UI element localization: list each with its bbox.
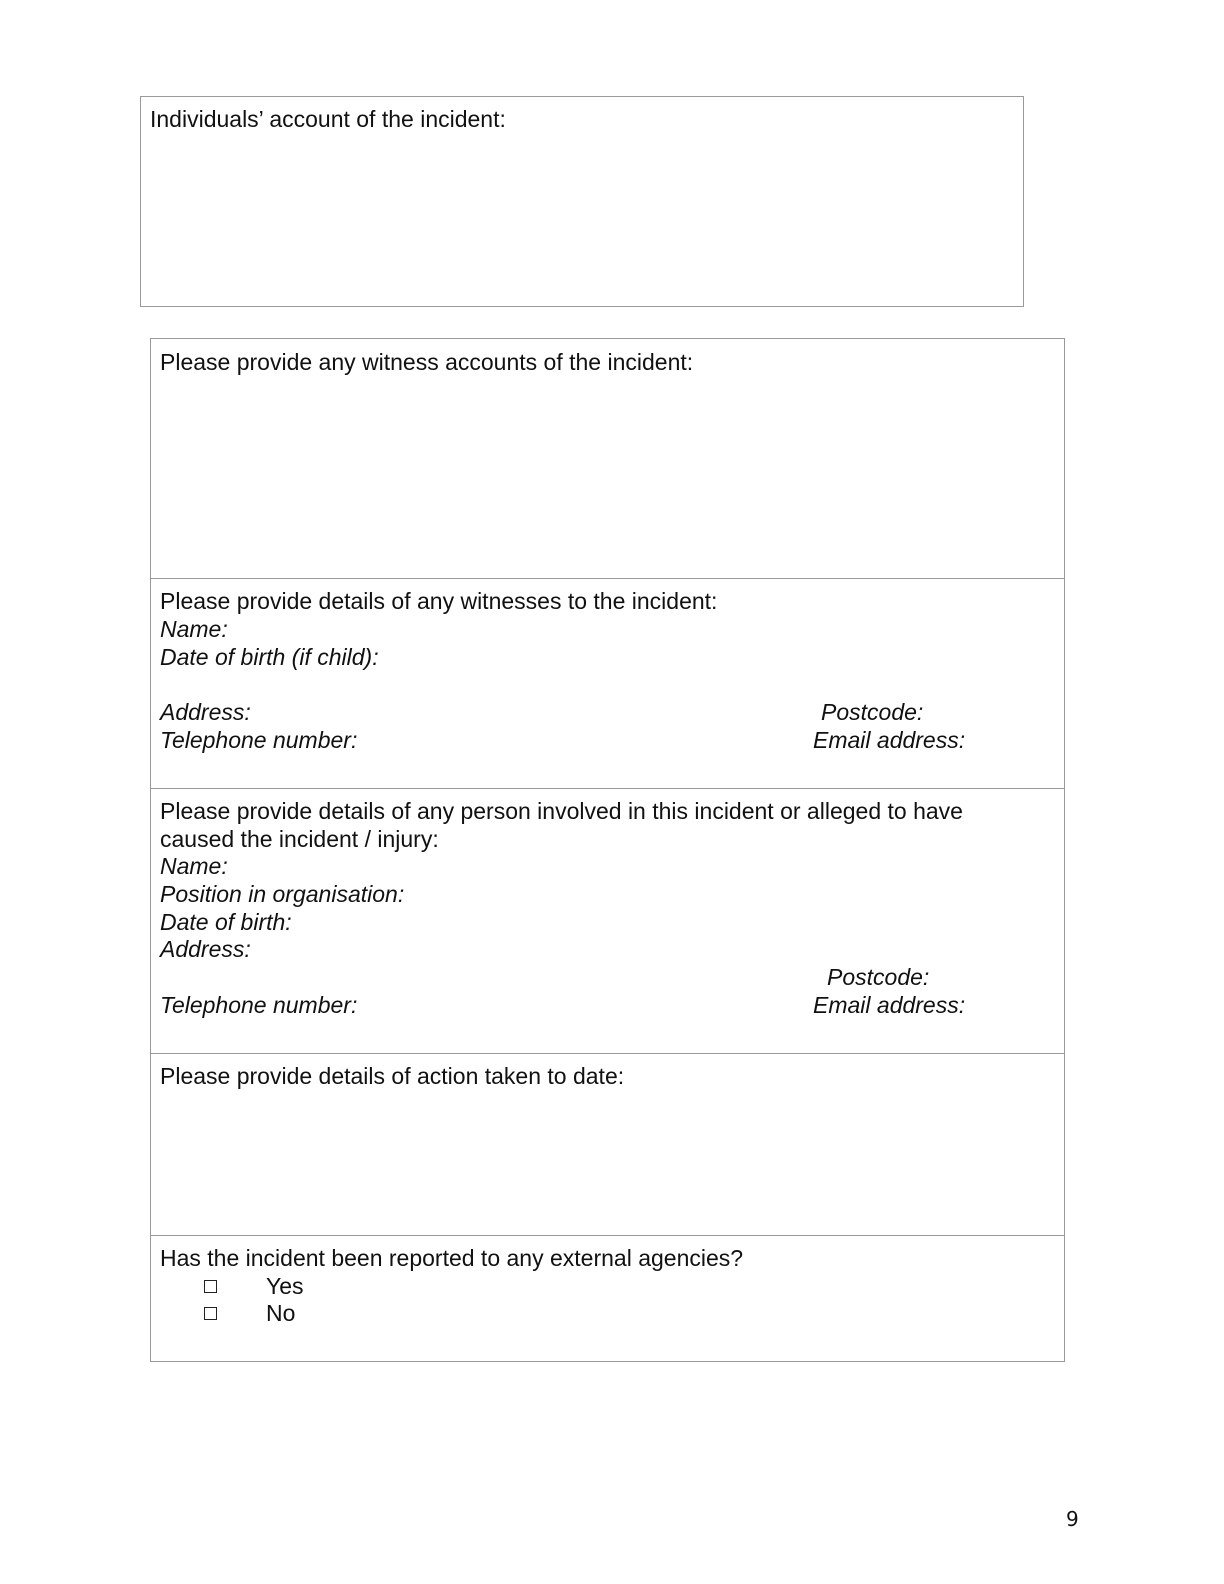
person-name-label: Name: — [160, 853, 228, 879]
no-option-label: No — [266, 1300, 296, 1326]
witness-postcode-label: Postcode: — [821, 699, 924, 725]
witness-email-label: Email address: — [813, 727, 966, 753]
individual-account-label: Individuals’ account of the incident: — [150, 106, 506, 132]
witness-details-heading: Please provide details of any witnesses to the incident: — [160, 588, 718, 614]
incident-details-table — [150, 338, 1065, 1362]
person-address-label: Address: — [160, 936, 251, 962]
witness-accounts-label: Please provide any witness accounts of the incident: — [160, 349, 694, 375]
external-agencies-question: Has the incident been reported to any external agencies? — [160, 1245, 744, 1271]
person-involved-heading-line1: Please provide details of any person involved in this incident or alleged to have — [160, 798, 963, 824]
person-dob-label: Date of birth: — [160, 909, 292, 935]
person-involved-heading-line2: caused the incident / injury: — [160, 826, 439, 852]
yes-option-label: Yes — [266, 1273, 304, 1299]
individual-account-box[interactable] — [140, 96, 1024, 307]
witness-accounts-cell[interactable] — [151, 339, 1064, 578]
witness-details-cell[interactable] — [151, 578, 1064, 788]
action-taken-label: Please provide details of action taken to date: — [160, 1063, 625, 1089]
witness-address-label: Address: — [160, 699, 251, 725]
witness-telephone-label: Telephone number: — [160, 727, 358, 753]
person-position-label: Position in organisation: — [160, 881, 405, 907]
no-checkbox[interactable] — [204, 1307, 217, 1320]
witness-name-label: Name: — [160, 616, 228, 642]
person-involved-cell[interactable] — [151, 788, 1064, 1053]
person-email-label: Email address: — [813, 992, 966, 1018]
action-taken-cell[interactable] — [151, 1053, 1064, 1235]
external-agencies-cell — [151, 1235, 1064, 1361]
yes-checkbox[interactable] — [204, 1280, 217, 1293]
person-postcode-label: Postcode: — [827, 964, 930, 990]
person-telephone-label: Telephone number: — [160, 992, 358, 1018]
witness-dob-label: Date of birth (if child): — [160, 644, 379, 670]
page-number: 9 — [1066, 1507, 1079, 1531]
